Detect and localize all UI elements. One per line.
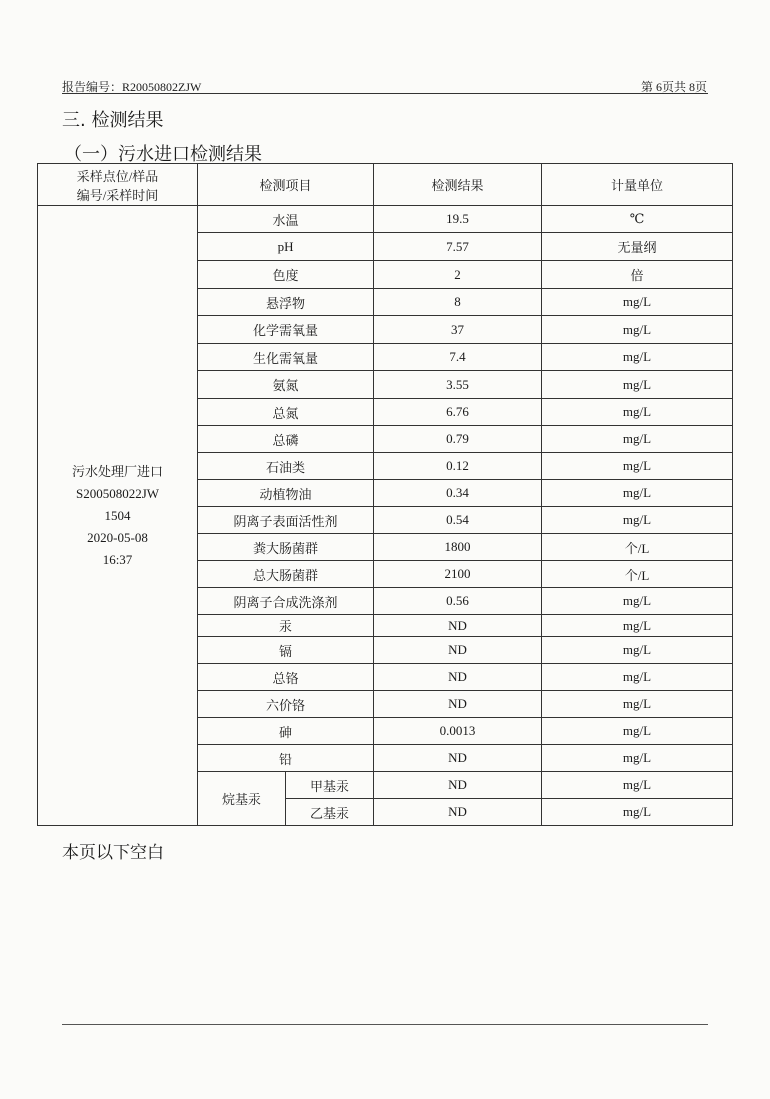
- header-divider: [62, 93, 708, 94]
- item-cell: 总氮: [198, 399, 374, 426]
- alkyl-group-label: 烷基汞: [198, 772, 286, 826]
- item-cell: 镉: [198, 637, 374, 664]
- result-cell: 0.0013: [374, 718, 542, 745]
- result-cell: 37: [374, 316, 542, 344]
- unit-cell: mg/L: [542, 399, 733, 426]
- sub-section-title: （一）污水进口检测结果: [64, 144, 262, 165]
- item-cell: 粪大肠菌群: [198, 534, 374, 561]
- item-cell: 阴离子合成洗涤剂: [198, 588, 374, 615]
- sample-info-cell: [38, 206, 198, 826]
- sample-seq: 1504: [104, 507, 131, 523]
- unit-cell: mg/L: [542, 344, 733, 371]
- unit-cell: mg/L: [542, 507, 733, 534]
- result-cell: ND: [374, 772, 542, 799]
- unit-cell: mg/L: [542, 426, 733, 453]
- item-cell: 石油类: [198, 453, 374, 480]
- result-cell: 2100: [374, 561, 542, 588]
- sample-location: 污水处理厂进口: [71, 463, 163, 479]
- result-cell: ND: [374, 745, 542, 772]
- item-cell: 总铬: [198, 664, 374, 691]
- result-cell: 0.34: [374, 480, 542, 507]
- page-info: 第 6页共 8页: [640, 80, 707, 94]
- unit-cell: mg/L: [542, 588, 733, 615]
- blank-below-note: 本页以下空白: [62, 843, 164, 863]
- result-cell: 1800: [374, 534, 542, 561]
- unit-cell: ℃: [542, 206, 733, 233]
- result-cell: ND: [374, 799, 542, 826]
- report-number: 报告编号：R20050802ZJW: [62, 80, 202, 94]
- unit-cell: mg/L: [542, 772, 733, 799]
- item-cell: 铅: [198, 745, 374, 772]
- table-row: [38, 206, 733, 233]
- item-cell: 砷: [198, 718, 374, 745]
- header-sample-col: [38, 164, 198, 206]
- table-header-row: [38, 164, 733, 206]
- result-cell: 3.55: [374, 371, 542, 399]
- header-unit: 计量单位: [542, 164, 733, 206]
- result-cell: 0.79: [374, 426, 542, 453]
- header-sample-line1: 采样点位/样品: [76, 168, 159, 184]
- unit-cell: mg/L: [542, 718, 733, 745]
- result-cell: 19.5: [374, 206, 542, 233]
- result-cell: ND: [374, 664, 542, 691]
- unit-cell: 个/L: [542, 534, 733, 561]
- unit-cell: mg/L: [542, 453, 733, 480]
- item-cell: 化学需氧量: [198, 316, 374, 344]
- unit-cell: 个/L: [542, 561, 733, 588]
- item-cell: 动植物油: [198, 480, 374, 507]
- unit-cell: mg/L: [542, 289, 733, 316]
- item-cell: 乙基汞: [286, 799, 374, 826]
- item-cell: 氨氮: [198, 371, 374, 399]
- result-cell: 0.54: [374, 507, 542, 534]
- item-cell: 汞: [198, 615, 374, 637]
- result-cell: ND: [374, 637, 542, 664]
- result-cell: 0.12: [374, 453, 542, 480]
- header-result: 检测结果: [374, 164, 542, 206]
- unit-cell: mg/L: [542, 316, 733, 344]
- item-cell: pH: [198, 233, 374, 261]
- item-cell: 水温: [198, 206, 374, 233]
- item-cell: 总大肠菌群: [198, 561, 374, 588]
- unit-cell: mg/L: [542, 615, 733, 637]
- result-cell: 7.57: [374, 233, 542, 261]
- result-cell: 0.56: [374, 588, 542, 615]
- section-title: 三. 检测结果: [62, 110, 164, 131]
- unit-cell: mg/L: [542, 480, 733, 507]
- sample-code: S200508022JW: [75, 485, 160, 501]
- unit-cell: mg/L: [542, 371, 733, 399]
- result-cell: 2: [374, 261, 542, 289]
- header-item: 检测项目: [198, 164, 374, 206]
- item-cell: 总磷: [198, 426, 374, 453]
- footer-divider: [62, 1024, 708, 1025]
- sample-date: 2020-05-08: [87, 529, 148, 545]
- result-cell: ND: [374, 691, 542, 718]
- unit-cell: mg/L: [542, 799, 733, 826]
- result-cell: 6.76: [374, 399, 542, 426]
- unit-cell: mg/L: [542, 691, 733, 718]
- unit-cell: 无量纲: [542, 233, 733, 261]
- item-cell: 悬浮物: [198, 289, 374, 316]
- unit-cell: mg/L: [542, 637, 733, 664]
- item-cell: 色度: [198, 261, 374, 289]
- unit-cell: mg/L: [542, 745, 733, 772]
- item-cell: 六价铬: [198, 691, 374, 718]
- item-cell: 甲基汞: [286, 772, 374, 799]
- result-cell: ND: [374, 615, 542, 637]
- header-sample-line2: 编号/采样时间: [76, 187, 159, 203]
- item-cell: 阴离子表面活性剂: [198, 507, 374, 534]
- sample-time: 16:37: [102, 551, 133, 567]
- results-table: [37, 163, 733, 826]
- unit-cell: mg/L: [542, 664, 733, 691]
- result-cell: 8: [374, 289, 542, 316]
- unit-cell: 倍: [542, 261, 733, 289]
- item-cell: 生化需氧量: [198, 344, 374, 371]
- result-cell: 7.4: [374, 344, 542, 371]
